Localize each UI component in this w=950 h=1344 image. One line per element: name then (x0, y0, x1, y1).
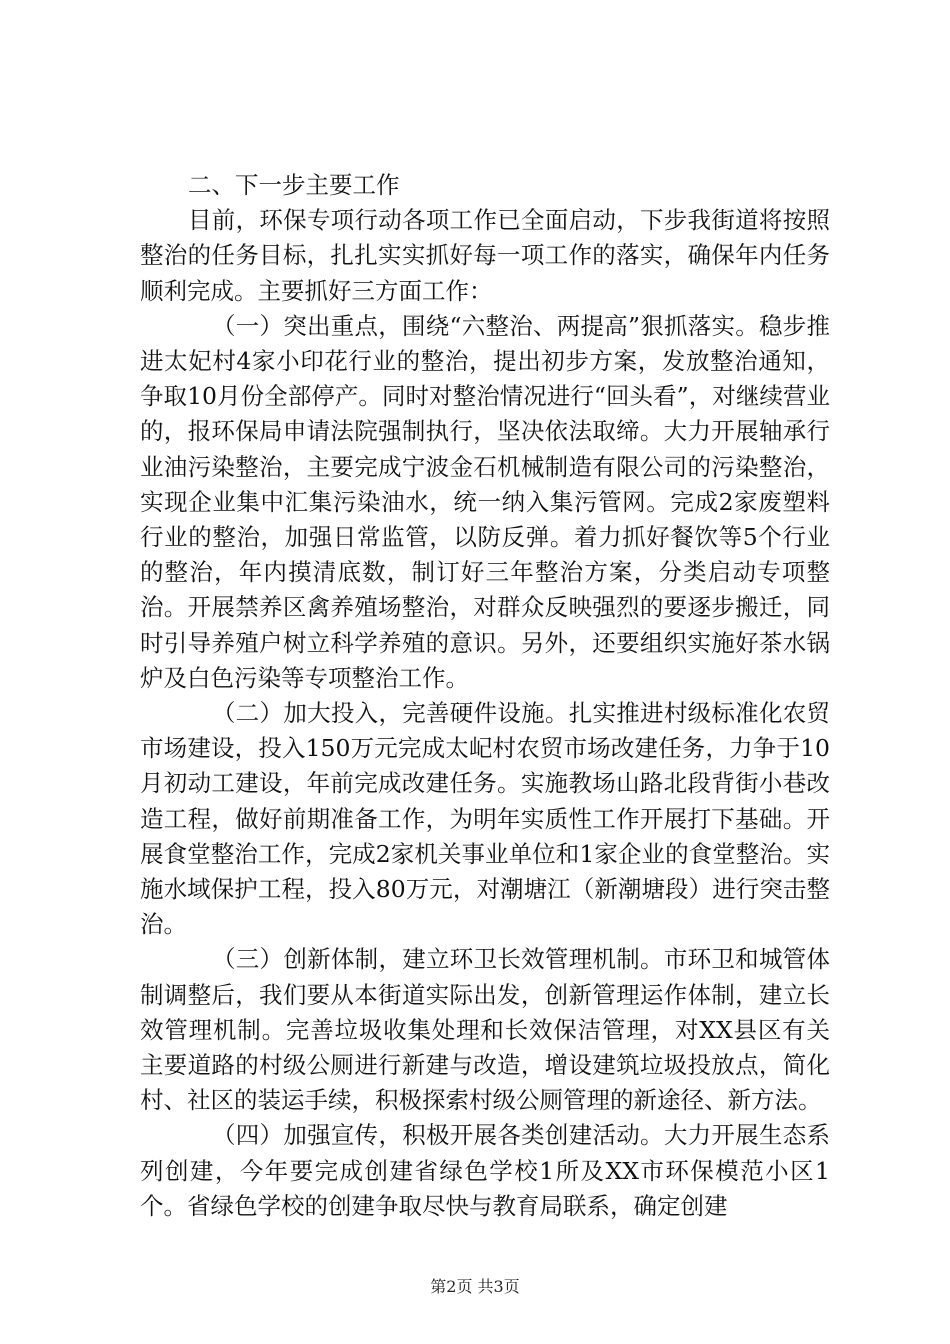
paragraph-item-2: （二）加大投入，完善硬件设施。扎实推进村级标准化农贸市场建设，投入150万元完成太屺村农贸市场改建任务，力争于10月初动工建设，年前完成改建任务。实施教场山路北段背街小巷改造工程，做好前期准备工作，为明年实质性工作开展打下基础。开展食堂整治工作，完成2家机关事业单位和1家企业的食堂整治。实施水域保护工程，投入80万元，对潮塘江（新潮塘段）进行突击整治。 (140, 699, 830, 939)
page-footer: 第2页 共3页 (430, 1277, 520, 1296)
paragraph-item-4: （四）加强宣传，积极开展各类创建活动。大力开展生态系列创建，今年要完成创建省绿色学校1所及XX市环保模范小区1个。省绿色学校的创建争取尽快与教育局联系，确定创建 (140, 1121, 830, 1220)
paragraph-item-3: （三）创新体制，建立环卫长效管理机制。市环卫和城管体制调整后，我们要从本街道实际出发，创新管理运作体制，建立长效管理机制。完善垃圾收集处理和长效保洁管理，对XX县区有关主要道路的村级公厕进行新建与改造，增设建筑垃圾投放点，简化村、社区的装运手续，积极探索村级公厕管理的新途径、新方法。 (140, 945, 830, 1115)
section-heading: 二、下一步主要工作 (188, 171, 400, 199)
paragraph-item-1: （一）突出重点，围绕“六整治、两提高”狠抓落实。稳步推进太妃村4家小印花行业的整治，提出初步方案，发放整治通知，争取10月份全部停产。同时对整治情况进行“回头看”，对继续营业的，报环保局申请法院强制执行，坚决依法取缔。大力开展轴承行业油污染整治，主要完成宁波金石机械制造有限公司的污染整治，实现企业集中汇集污染油水，统一纳入集污管网。完成2家废塑料行业的整治，加强日常监管，以防反弹。着力抓好餐饮等5个行业的整治，年内摸清底数，制订好三年整治方案，分类启动专项整治。开展禁养区禽养殖场整治，对群众反映强烈的要逐步搬迁，同时引导养殖户树立科学养殖的意识。另外，还要组织实施好茶水锅炉及白色污染等专项整治工作。 (140, 311, 830, 692)
paragraph-intro: 目前，环保专项行动各项工作已全面启动，下步我街道将按照整治的任务目标，扎扎实实抓好每一项工作的落实，确保年内任务顺利完成。主要抓好三方面工作： (140, 206, 830, 305)
document-body (140, 168, 830, 1224)
